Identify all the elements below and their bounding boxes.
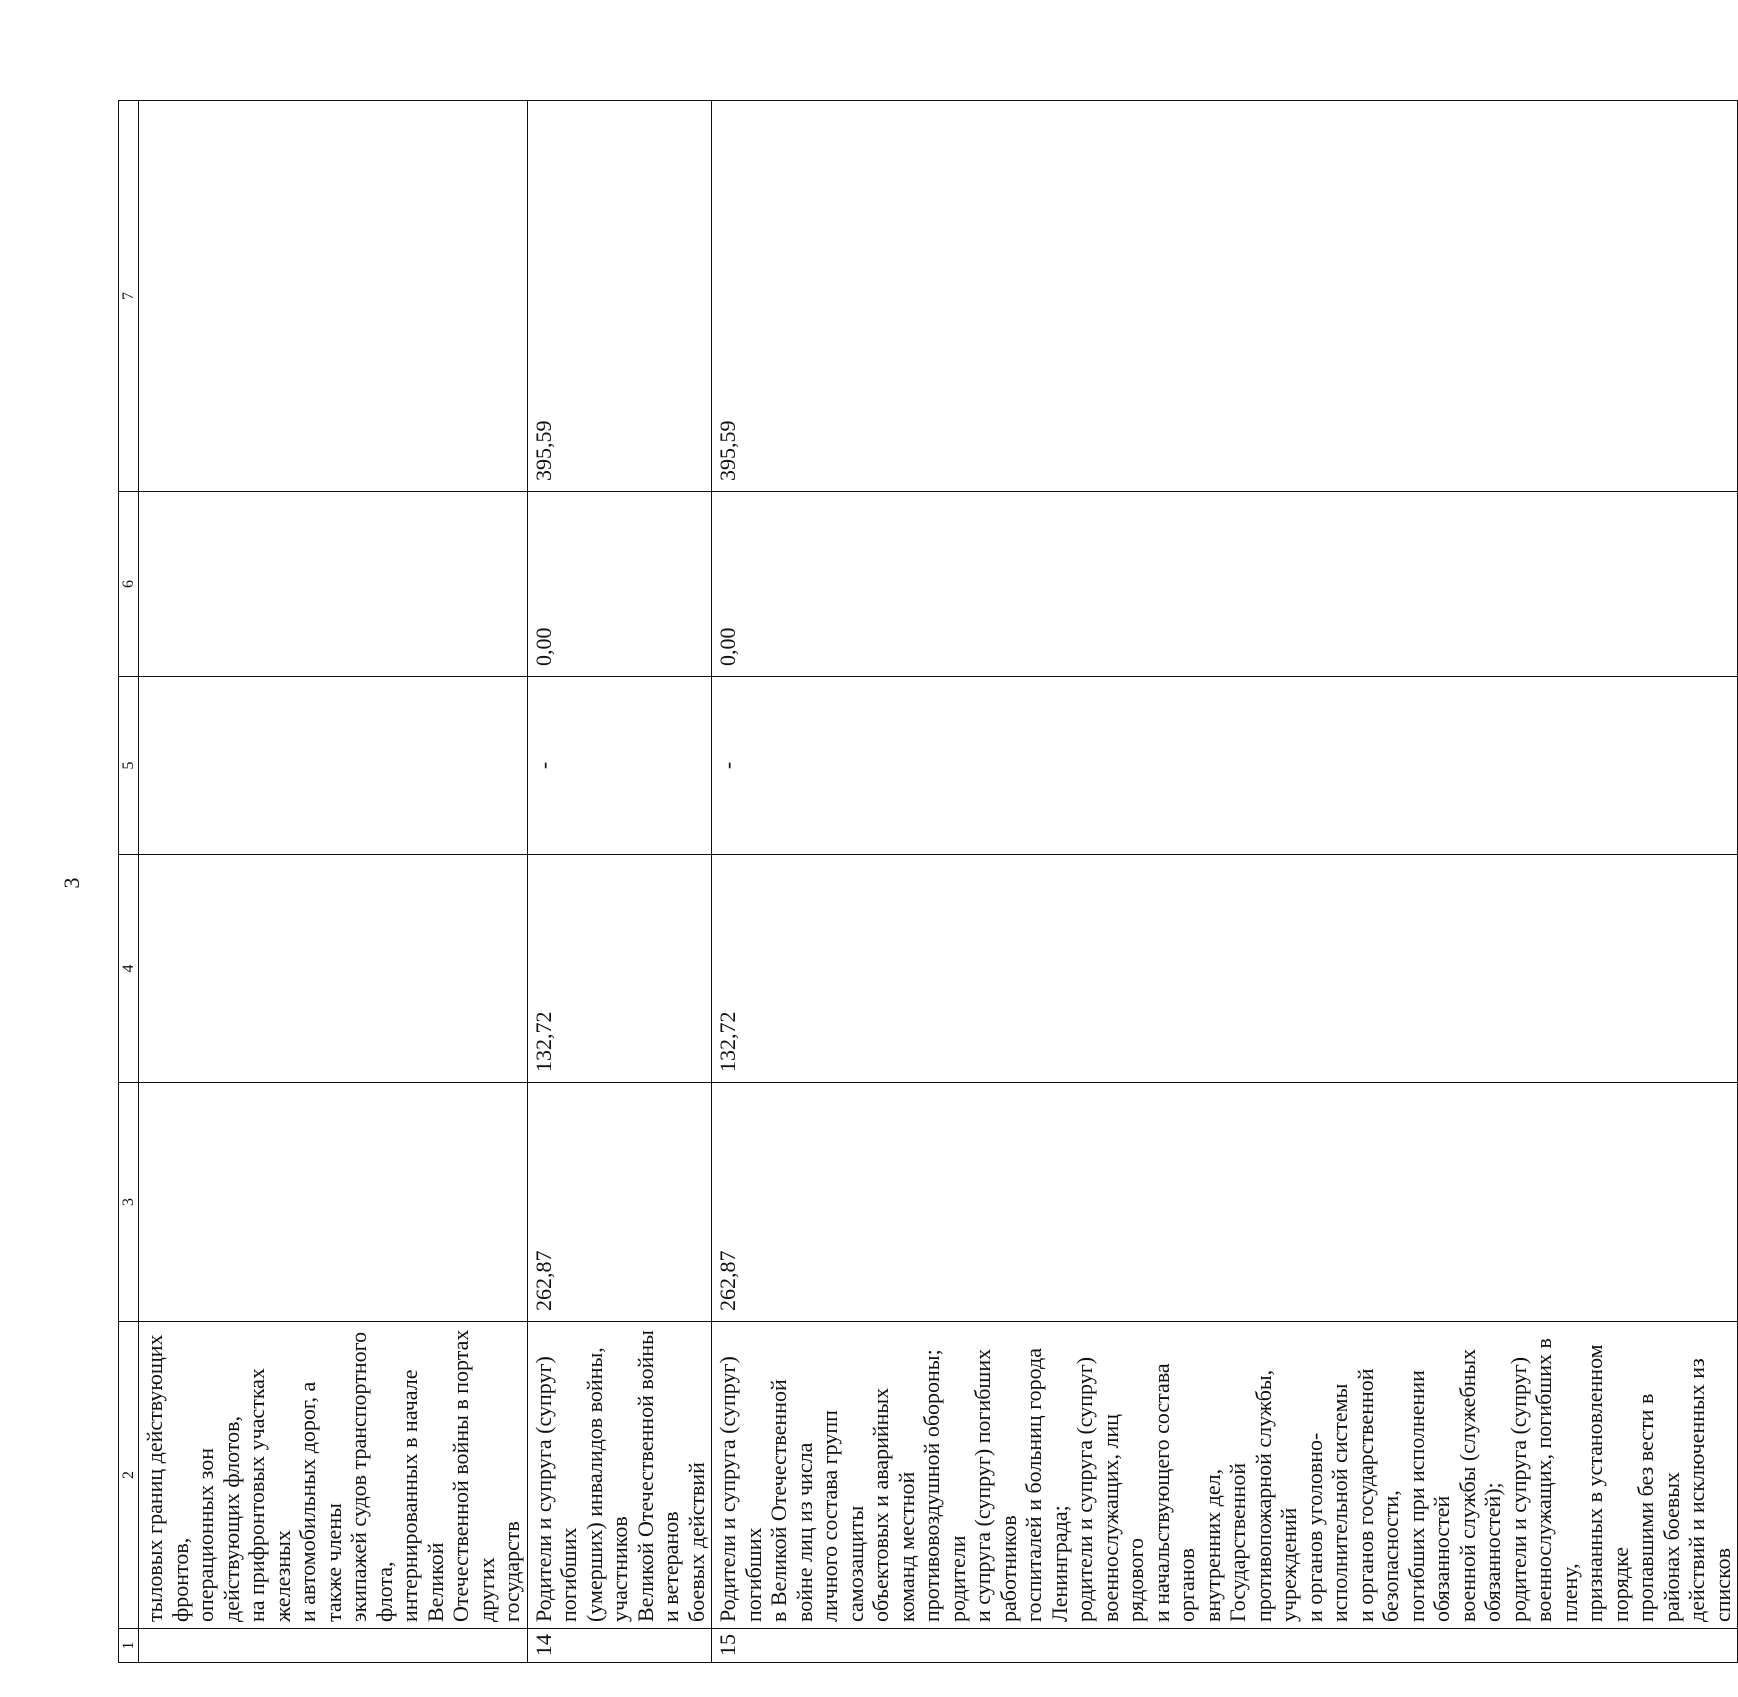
value-cell-col6: 0,00 [527,492,712,677]
value-cell-col5: - [527,677,712,855]
value-cell-col4: 132,72 [527,855,712,1083]
value-cell-col7: 395,59 [712,101,1738,492]
column-number-1: 1 [119,1629,139,1663]
value-cell-col3: 262,87 [527,1083,712,1322]
table-header-row [119,101,139,1663]
table-row [712,101,1738,1663]
benefits-table-sheet [118,101,1735,1663]
column-number-6: 6 [119,492,139,677]
value-cell-col3: 262,87 [712,1083,1738,1322]
column-number-5: 5 [119,677,139,855]
value-cell-col5 [139,677,528,855]
table-row [139,101,528,1663]
row-number-cell [139,1629,528,1663]
value-cell-col6: 0,00 [712,492,1738,677]
column-number-4: 4 [119,855,139,1083]
value-cell-col4 [139,855,528,1083]
value-cell-col7 [139,101,528,492]
table-row [527,101,712,1663]
row-number-cell: 14 [527,1629,712,1663]
row-number-cell: 15 [712,1629,1738,1663]
category-cell: Родители и супруга (супруг) погибших (умерших) инвалидов войны, участников Великой Отечественной войны и ветеранов боевых действий [527,1322,712,1629]
page-number: 3 [59,877,84,889]
value-cell-col6 [139,492,528,677]
value-cell-col5: - [712,677,1738,855]
value-cell-col4: 132,72 [712,855,1738,1083]
category-cell: Родители и супруга (супруг) погибших в Великой Отечественной войне лиц из числа личного состава групп самозащиты объектовых и аварийных команд местной противовоздушной обороны; родители и супруга (супруг) погибших работников госпиталей и больниц города Ленинграда; родители и супруга (супруг) военнослужащих, лиц рядового и начальствующего состава органов внутренних дел, Государственной противопожарной службы, учреждений и органов уголовно-исполнительной системы и органов государственной безопасности, погибших при исполнении обязанностей военной службы (служебных обязанностей); родители и супруга (супруг) военнослужащих, погибших в плену, признанных в установленном порядке пропавшими без вести в районах боевых действий и исключенных из списков [712,1322,1738,1629]
benefits-table [118,100,1738,1663]
column-number-3: 3 [119,1083,139,1322]
column-number-7: 7 [119,101,139,492]
value-cell-col7: 395,59 [527,101,712,492]
category-cell: тыловых границ действующих фронтов, операционных зон действующих флотов, на прифронтовых участках железных и автомобильных дорог, а также члены экипажей судов транспортного флота, интернированных в начале Великой Отечественной войны в портах других государств [139,1322,528,1629]
value-cell-col3 [139,1083,528,1322]
column-number-2: 2 [119,1322,139,1629]
